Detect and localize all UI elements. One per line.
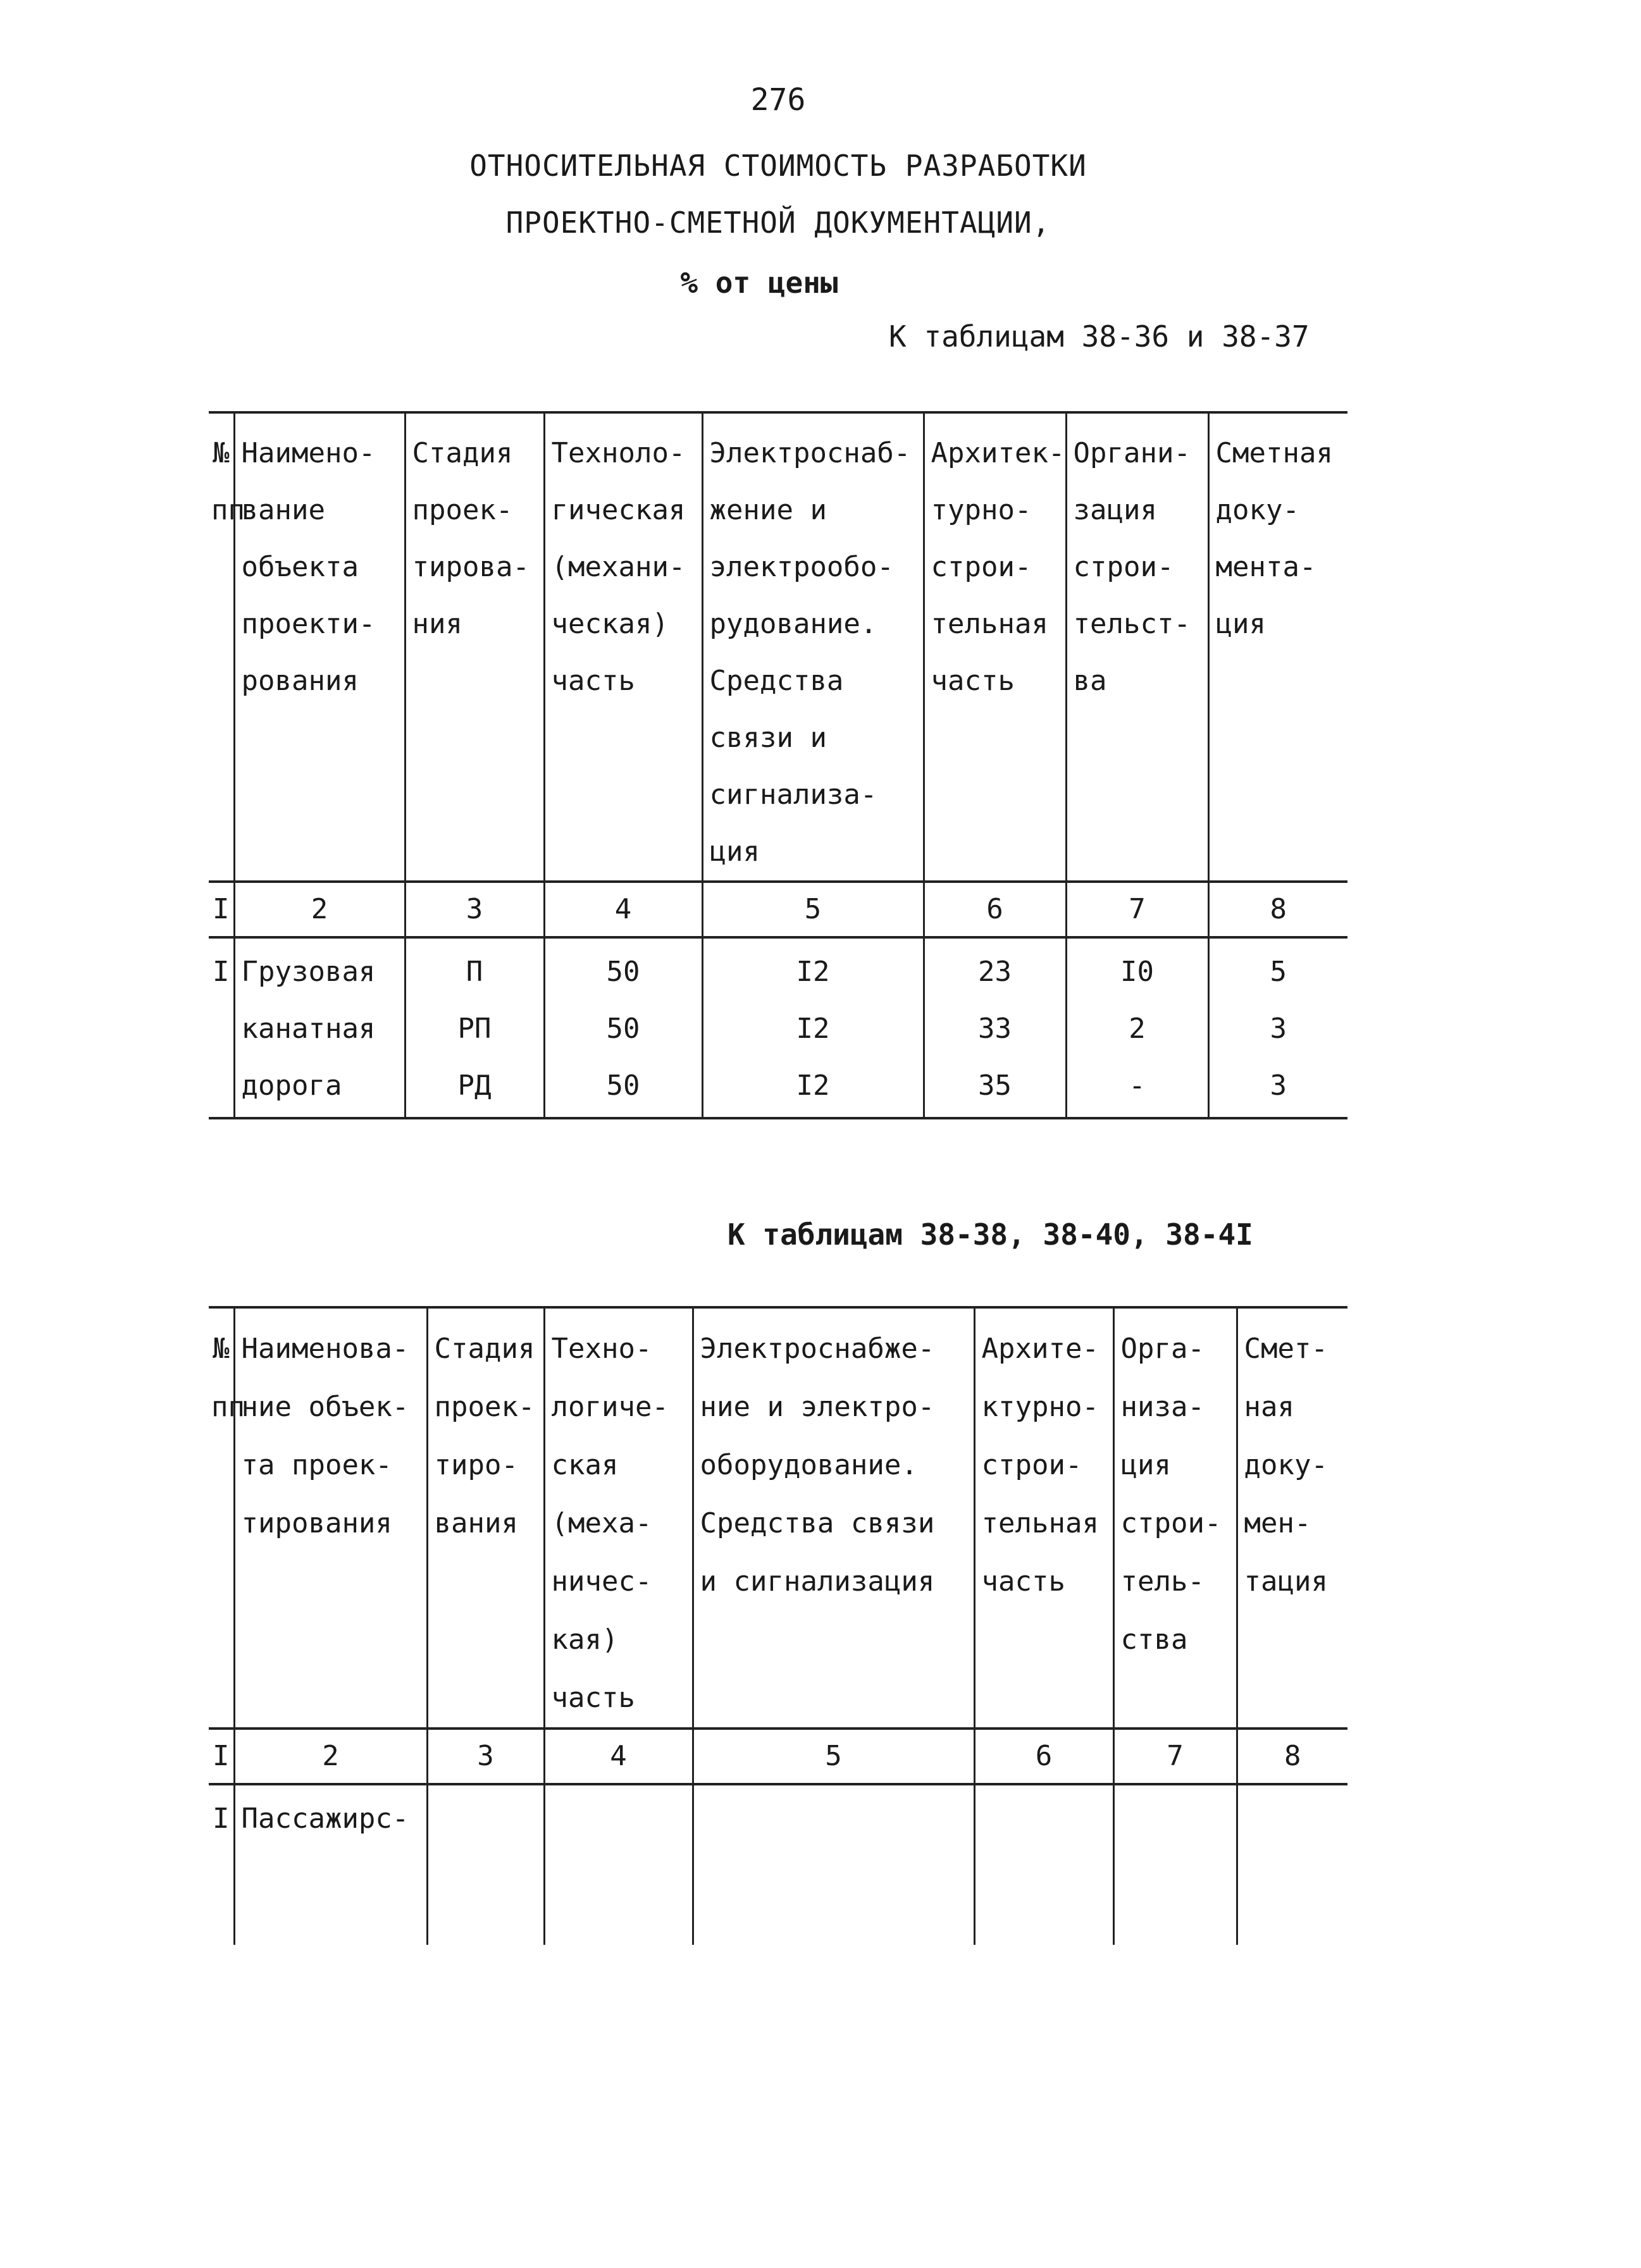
row-electrical	[693, 1784, 974, 1945]
header-electrical: Электроснабже- ние и электро- оборудование. Средства связи и сигнализация	[693, 1307, 974, 1729]
table-row	[209, 937, 1347, 1118]
page-title: ОТНОСИТЕЛЬНАЯ СТОИМОСТЬ РАЗРАБОТКИ	[469, 149, 1087, 183]
row-no: I	[213, 956, 230, 988]
row-no: I	[213, 1803, 230, 1835]
colnum-7: 7	[1113, 1729, 1237, 1784]
header-electrical: Электроснаб- жение и электрообо- рудование. Средства связи и сигнализа- ция	[702, 412, 924, 882]
header-architectural: Архитек- турно- строи- тельная часть	[924, 412, 1066, 882]
unit-label: % от цены	[680, 266, 838, 300]
table-38-36-38-37	[209, 411, 1347, 1119]
colnum-4: 4	[544, 882, 702, 937]
column-number-row	[209, 882, 1347, 937]
colnum-1: I	[209, 1729, 234, 1784]
header-construction-org: Орга- низа- ция строи- тель- ства	[1113, 1307, 1237, 1729]
header-stage: Стадия проек- тиро- вания	[427, 1307, 544, 1729]
row-architectural: 23 33 35	[924, 937, 1066, 1118]
header-technological: Техно- логиче- ская (меха- ничес- кая) часть	[544, 1307, 693, 1729]
row-electrical: I2 I2 I2	[702, 937, 924, 1118]
row-technological: 50 50 50	[544, 937, 702, 1118]
header-no: № пп	[211, 437, 245, 526]
colnum-2: 2	[234, 882, 405, 937]
row-stage	[427, 1784, 544, 1945]
colnum-4: 4	[544, 1729, 693, 1784]
header-estimate: Сметная доку- мента- ция	[1208, 412, 1347, 882]
table-row	[209, 1784, 1347, 1945]
row-object-name: Грузовая канатная дорога	[234, 937, 405, 1118]
header-object-name: Наименова- ние объек- та проек- тирования	[234, 1307, 427, 1729]
header-no: № пп	[211, 1333, 245, 1423]
colnum-2: 2	[234, 1729, 427, 1784]
table1-reference: К таблицам 38-36 и 38-37	[889, 319, 1310, 354]
colnum-3: 3	[405, 882, 544, 937]
colnum-8: 8	[1208, 882, 1347, 937]
row-technological	[544, 1784, 693, 1945]
colnum-5: 5	[693, 1729, 974, 1784]
table2-reference: К таблицам 38-38, 38-40, 38-4I	[728, 1217, 1253, 1252]
header-construction-org: Органи- зация строи- тельст- ва	[1066, 412, 1208, 882]
row-architectural	[974, 1784, 1113, 1945]
colnum-5: 5	[702, 882, 924, 937]
table-38-38-38-40-38-41	[209, 1306, 1347, 1945]
colnum-8: 8	[1237, 1729, 1347, 1784]
row-construction-org: I0 2 -	[1066, 937, 1208, 1118]
row-estimate	[1237, 1784, 1347, 1945]
table-header-row	[209, 1307, 1347, 1729]
row-construction-org	[1113, 1784, 1237, 1945]
header-stage: Стадия проек- тирова- ния	[405, 412, 544, 882]
header-architectural: Архите- ктурно- строи- тельная часть	[974, 1307, 1113, 1729]
table-header-row	[209, 412, 1347, 882]
row-object-name: Пассажирс-	[234, 1784, 427, 1945]
colnum-3: 3	[427, 1729, 544, 1784]
header-object-name: Наимено- вание объекта проекти- рования	[234, 412, 405, 882]
header-estimate: Смет- ная доку- мен- тация	[1237, 1307, 1347, 1729]
colnum-1: I	[209, 882, 234, 937]
colnum-6: 6	[974, 1729, 1113, 1784]
row-estimate: 5 3 3	[1208, 937, 1347, 1118]
column-number-row	[209, 1729, 1347, 1784]
colnum-7: 7	[1066, 882, 1208, 937]
header-technological: Техноло- гическая (механи- ческая) часть	[544, 412, 702, 882]
row-stage: П РП РД	[405, 937, 544, 1118]
page-title-continued: ПРОЕКТНО-СМЕТНОЙ ДОКУМЕНТАЦИИ,	[505, 206, 1051, 240]
page-number: 276	[750, 82, 806, 118]
colnum-6: 6	[924, 882, 1066, 937]
